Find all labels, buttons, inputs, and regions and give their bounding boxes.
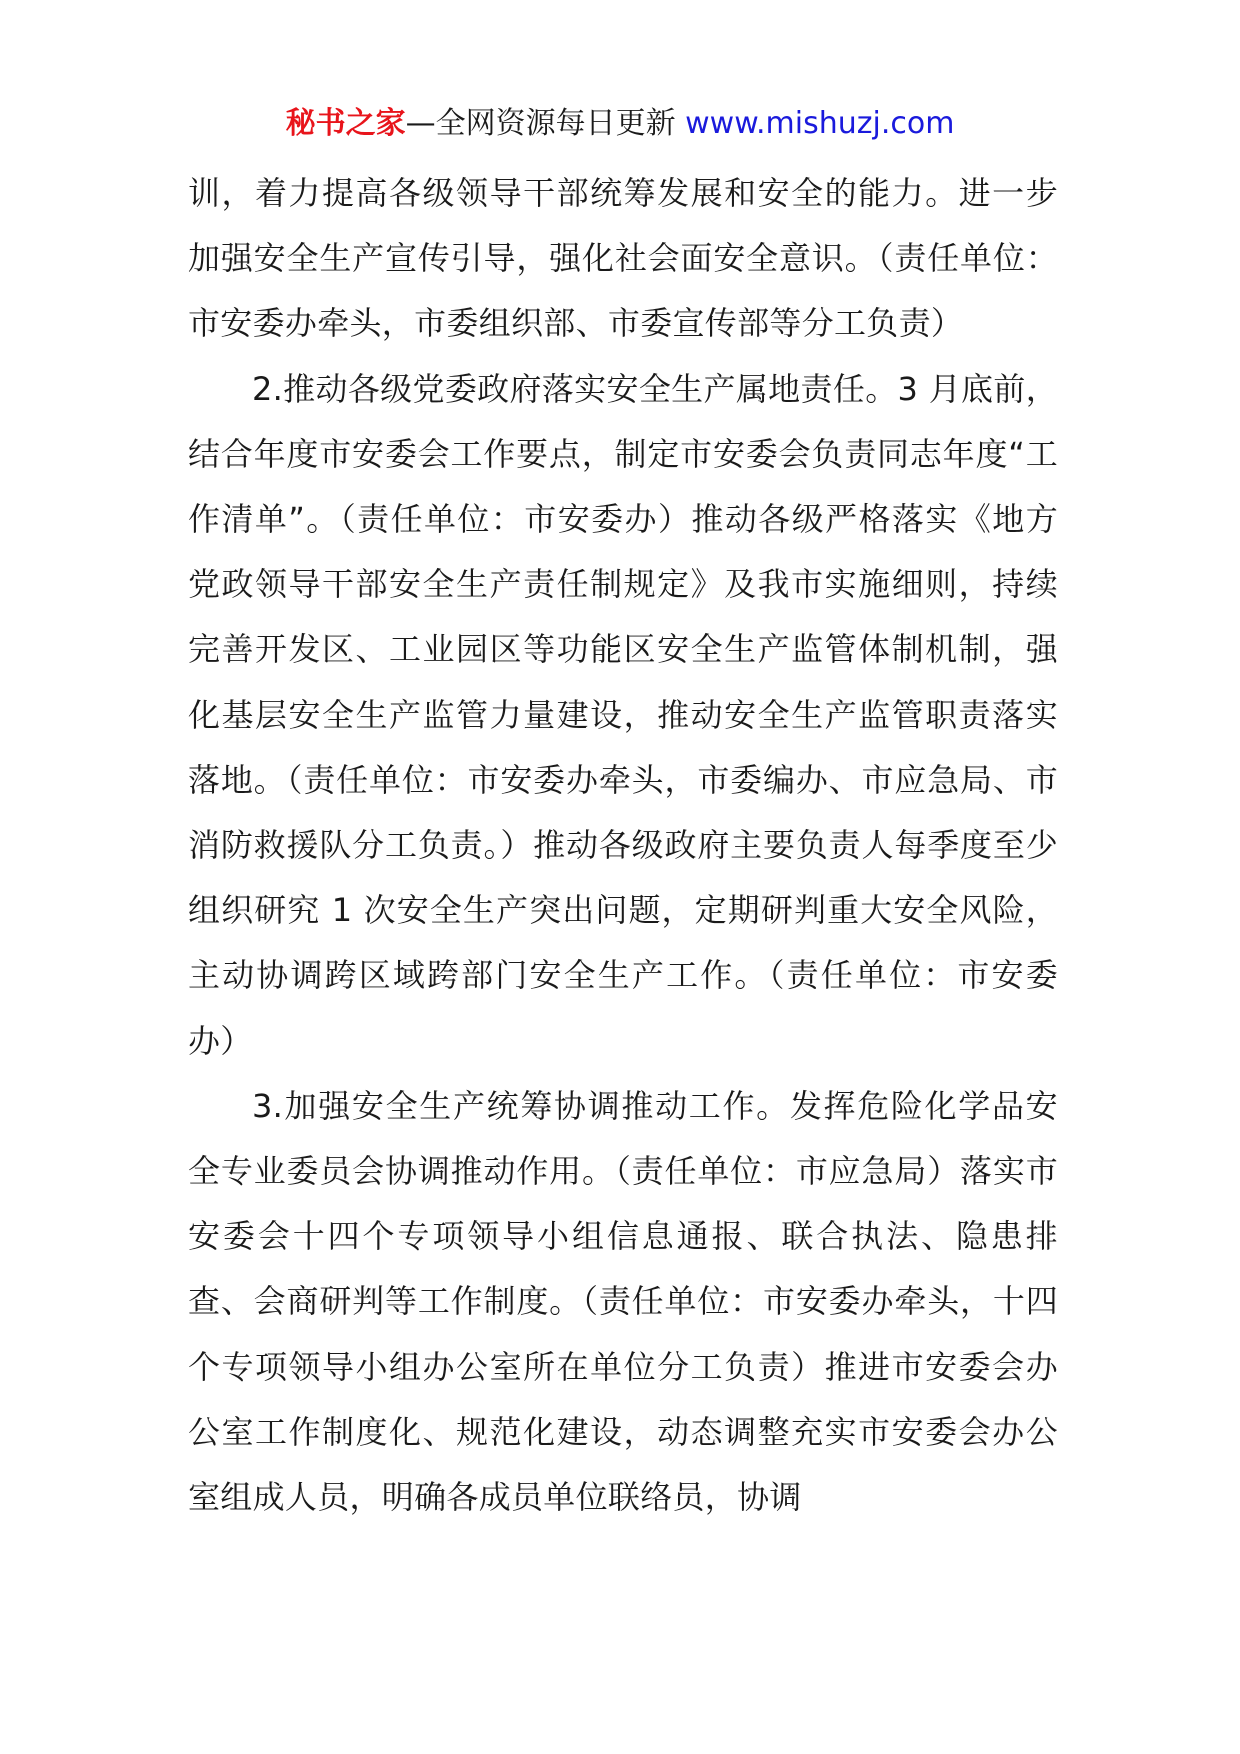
paragraph-item-2: 2.推动各级党委政府落实安全生产属地责任。3 月底前，结合年度市安委会工作要点，制定市安委会负责同志年度“工作清单”。（责任单位：市安委办）推动各级严格落实《地方党政领导干部安全生产责任制规定》及我市实施细则，持续完善开发区、工业园区等功能区安全生产监管体制机制，强化基层安全生产监管力量建设，推动安全生产监管职责落实落地。（责任单位：市安委办牵头，市委编办、市应急局、市消防救援队分工负责。）推动各级政府主要负责人每季度至少组织研究 1 次安全生产突出问题，定期研判重大安全风险，主动协调跨区域跨部门安全生产工作。（责任单位：市安委办） — [188, 369, 1058, 1060]
paragraph-continuation: 训，着力提高各级领导干部统筹发展和安全的能力。进一步加强安全生产宣传引导，强化社会面安全意识。（责任单位：市安委办牵头，市委组织部、市委宣传部等分工负责） — [188, 174, 1058, 343]
document-body — [188, 161, 1058, 1530]
page-header — [0, 102, 1240, 146]
brand-name: 秘书之家 — [285, 106, 406, 141]
header-slogan: —全网资源每日更新 — [405, 106, 676, 141]
website-url[interactable]: www.mishuzj.com — [685, 106, 955, 141]
paragraph-item-3: 3.加强安全生产统筹协调推动工作。发挥危险化学品安全专业委员会协调推动作用。（责任单位：市应急局）落实市安委会十四个专项领导小组信息通报、联合执法、隐患排查、会商研判等工作制度。（责任单位：市安委办牵头，十四个专项领导小组办公室所在单位分工负责）推进市安委会办公室工作制度化、规范化建设，动态调整充实市安委会办公室组成人员，明确各成员单位联络员，协调 — [188, 1086, 1058, 1517]
